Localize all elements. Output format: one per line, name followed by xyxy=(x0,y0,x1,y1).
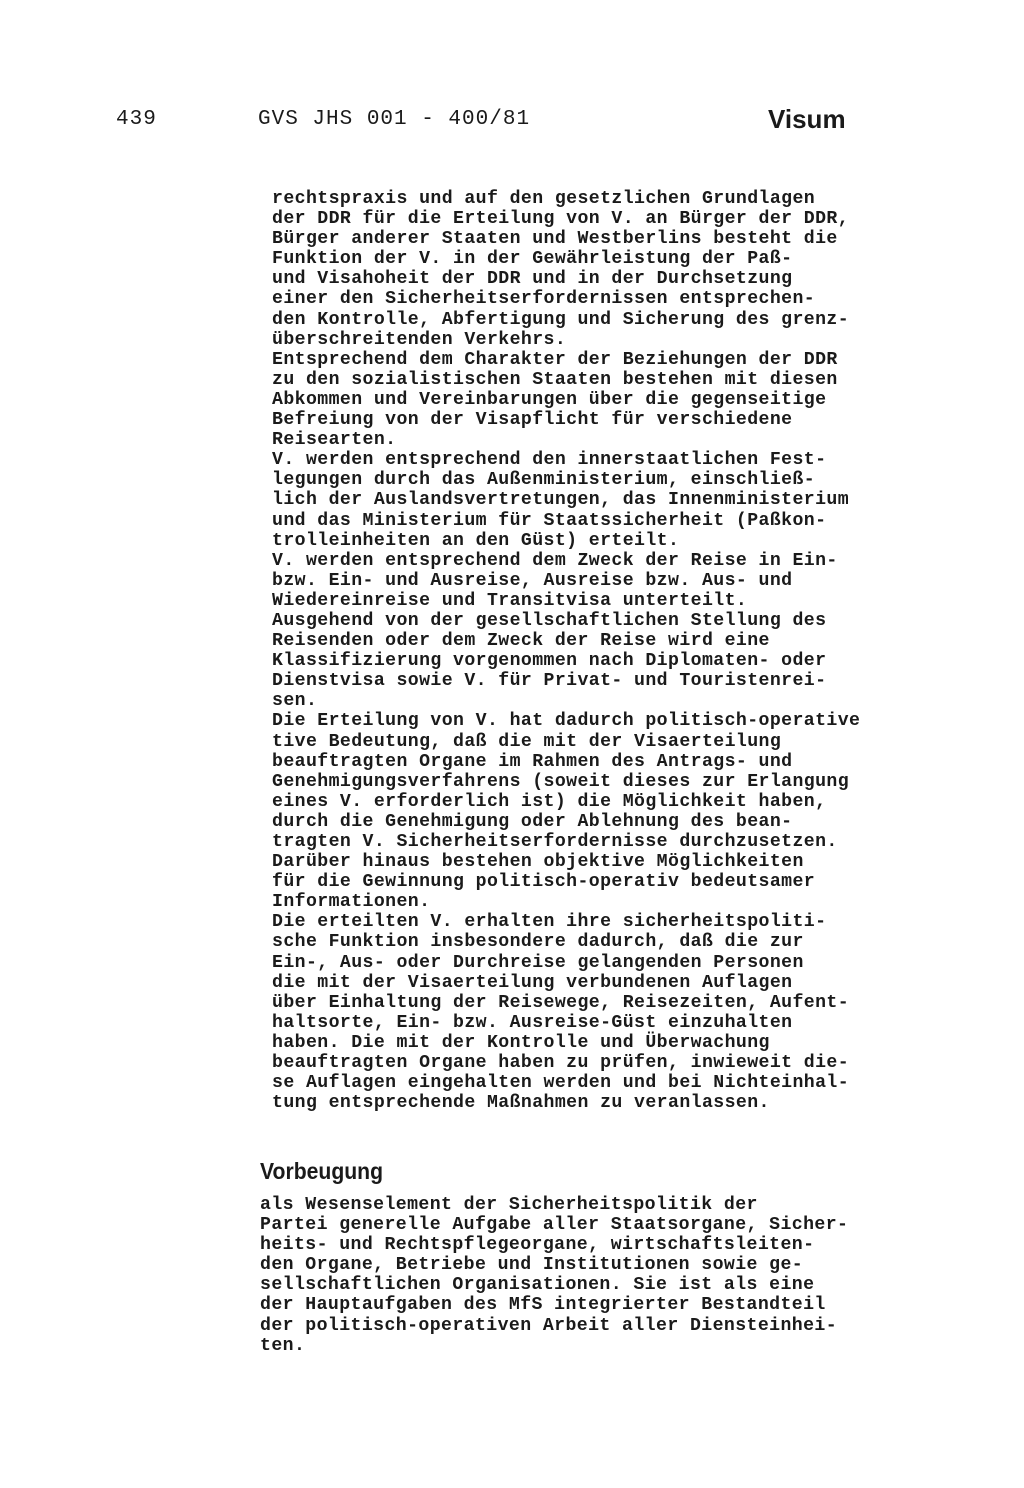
text-line: heits- und Rechtspflegeorgane, wirtschaftsleiten- xyxy=(260,1235,815,1256)
text-line: rechtspraxis und auf den gesetzlichen Grundlagen xyxy=(272,189,816,209)
text-line: bzw. Ein- und Ausreise, Ausreise bzw. Aus- und xyxy=(272,570,793,591)
text-line: Dienstvisa sowie V. für Privat- und Touristenrei- xyxy=(272,671,827,692)
text-line: se Auflagen eingehalten werden und bei Nichteinhal- xyxy=(272,1073,850,1094)
text-line: Darüber hinaus bestehen objektive Möglichkeiten xyxy=(272,852,804,873)
text-line: die mit der Visaerteilung verbundenen Auflagen xyxy=(272,972,793,993)
text-line: den Kontrolle, Abfertigung und Sicherung des grenz- xyxy=(272,309,850,330)
document-code: GVS JHS 001 - 400/81 xyxy=(258,108,531,131)
text-line: V. werden entsprechend den innerstaatlichen Fest- xyxy=(272,450,827,471)
text-line: einer den Sicherheitserfordernissen entsprechen- xyxy=(272,289,816,310)
text-line: Klassifizierung vorgenommen nach Diplomaten- oder xyxy=(272,651,827,672)
text-line: Die Erteilung von V. hat dadurch politisch-operative xyxy=(272,711,861,732)
text-line: Wiedereinreise und Transitvisa unterteilt. xyxy=(272,590,748,611)
text-line: beauftragten Organe im Rahmen des Antrags- und xyxy=(272,751,793,772)
text-line: Funktion der V. in der Gewährleistung der Paß- xyxy=(272,249,793,270)
text-line: Ausgehend von der gesellschaftlichen Stellung des xyxy=(272,610,827,631)
page-number: 439 xyxy=(116,108,157,131)
visum-body-text xyxy=(272,189,860,1113)
text-line: tive Bedeutung, daß die mit der Visaerteilung xyxy=(272,731,782,752)
text-line: als Wesenselement der Sicherheitspolitik der xyxy=(260,1195,758,1215)
text-line: Entsprechend dem Charakter der Beziehungen der DDR xyxy=(272,349,838,370)
text-line: Partei generelle Aufgabe aller Staatsorgane, Sicher- xyxy=(260,1215,849,1236)
text-line: zu den sozialistischen Staaten bestehen mit diesen xyxy=(272,369,838,390)
text-line: durch die Genehmigung oder Ablehnung des bean- xyxy=(272,811,793,832)
text-line: Genehmigungsverfahrens (soweit dieses zur Erlangung xyxy=(272,771,850,792)
text-line: Informationen. xyxy=(272,892,431,913)
text-line: sellschaftlichen Organisationen. Sie ist als eine xyxy=(260,1275,815,1296)
text-line: überschreitenden Verkehrs. xyxy=(272,329,567,350)
vorbeugung-body-text xyxy=(260,1195,848,1356)
text-line: tung entsprechende Maßnahmen zu veranlassen. xyxy=(272,1093,770,1114)
text-line: Befreiung von der Visapflicht für verschiedene xyxy=(272,410,793,431)
text-line: der Hauptaufgaben des MfS integrierter Bestandteil xyxy=(260,1295,826,1316)
text-line: Bürger anderer Staaten und Westberlins besteht die xyxy=(272,229,838,250)
text-line: eines V. erforderlich ist) die Möglichkeit haben, xyxy=(272,791,827,812)
text-line: legungen durch das Außenministerium, einschließ- xyxy=(272,470,816,491)
text-line: beauftragten Organe haben zu prüfen, inwieweit die- xyxy=(272,1053,850,1074)
text-line: Reisearten. xyxy=(272,430,397,451)
text-line: den Organe, Betriebe und Institutionen sowie ge- xyxy=(260,1255,804,1276)
text-line: und Visahoheit der DDR und in der Durchsetzung xyxy=(272,269,793,290)
header-title: Visum xyxy=(768,104,846,134)
text-line: trolleinheiten an den Güst) erteilt. xyxy=(272,530,680,551)
text-line: haben. Die mit der Kontrolle und Überwachung xyxy=(272,1032,770,1053)
text-line: Ein-, Aus- oder Durchreise gelangenden Personen xyxy=(272,952,804,973)
text-line: sche Funktion insbesondere dadurch, daß die zur xyxy=(272,932,804,953)
text-line: Die erteilten V. erhalten ihre sicherheitspoliti- xyxy=(272,912,827,933)
text-line: ten. xyxy=(260,1335,306,1356)
text-line: sen. xyxy=(272,691,318,712)
text-line: über Einhaltung der Reisewege, Reisezeiten, Aufent- xyxy=(272,992,850,1013)
text-line: der DDR für die Erteilung von V. an Bürger der DDR, xyxy=(272,209,850,230)
text-line: lich der Auslandsvertretungen, das Innenministerium xyxy=(272,490,850,511)
text-line: haltsorte, Ein- bzw. Ausreise-Güst einzuhalten xyxy=(272,1012,793,1033)
text-line: Reisenden oder dem Zweck der Reise wird eine xyxy=(272,631,770,652)
text-line: und das Ministerium für Staatssicherheit (Paßkon- xyxy=(272,510,827,531)
text-line: für die Gewinnung politisch-operativ bedeutsamer xyxy=(272,872,816,893)
text-line: tragten V. Sicherheitserfordernisse durchzusetzen. xyxy=(272,832,838,852)
text-line: Abkommen und Vereinbarungen über die gegenseitige xyxy=(272,389,827,410)
text-line: V. werden entsprechend dem Zweck der Reise in Ein- xyxy=(272,550,838,571)
section-heading: Vorbeugung xyxy=(260,1158,384,1184)
text-line: der politisch-operativen Arbeit aller Diensteinhei- xyxy=(260,1315,838,1336)
